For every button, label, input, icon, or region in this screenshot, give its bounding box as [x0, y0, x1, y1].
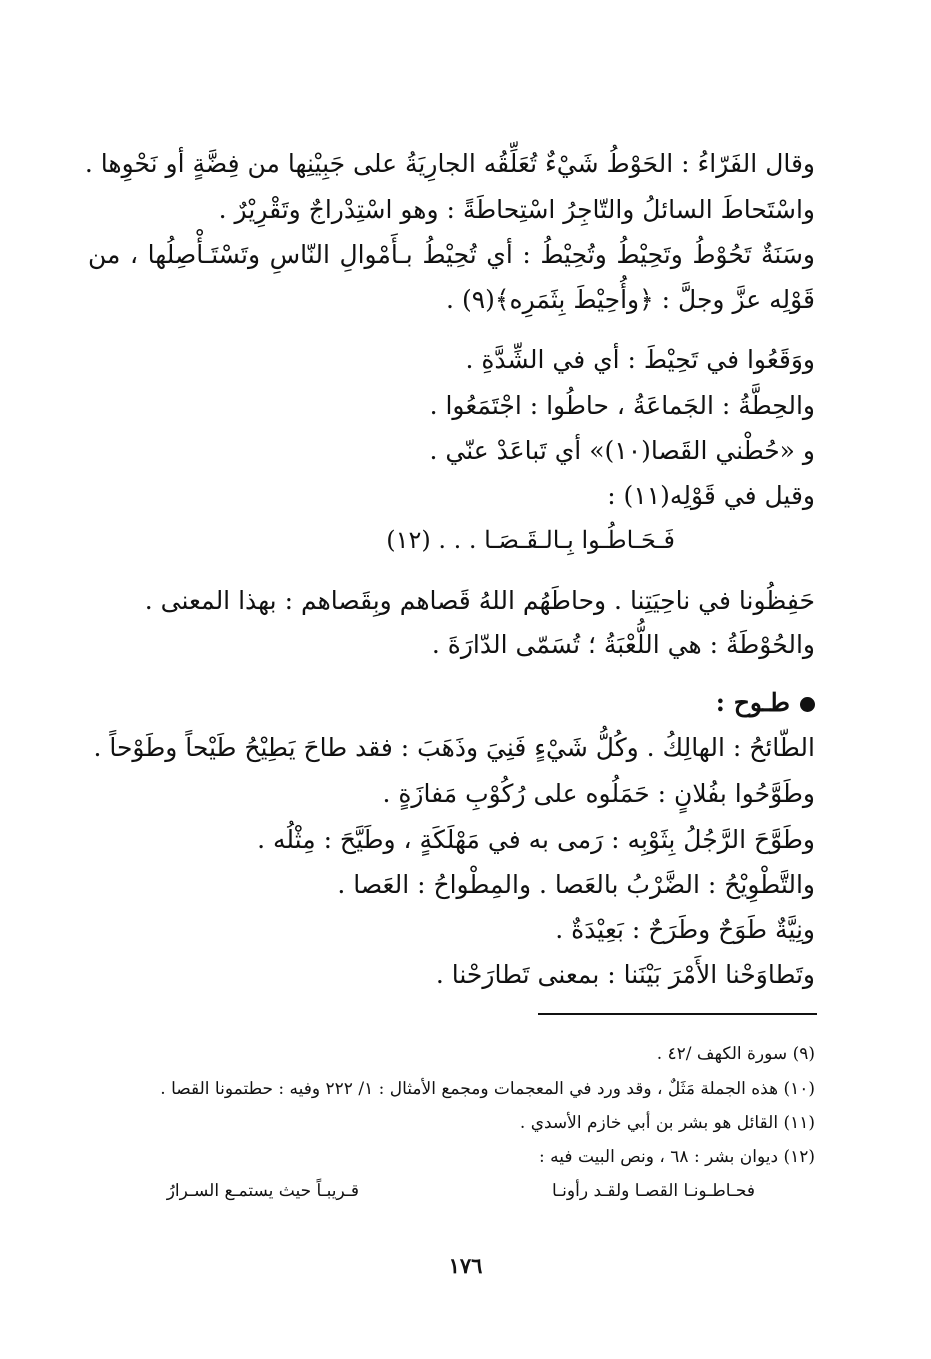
footnote-divider — [538, 1013, 817, 1015]
body-line: ووَقَعُوا في تَحِيْطَ : أي في الشِّدَّةِ . — [465, 345, 815, 374]
body-line: والحُوْطَةُ : هي اللُّعْبَةُ ؛ تُسَمّى الدّارَةَ . — [431, 630, 815, 659]
section-heading-text: طـوح : — [715, 688, 790, 717]
body-line: وسَنَةٌ تَحُوْطُ وتَحِيْطُ وتُحِيْطُ : أي تُحِيْطُ بـأَمْوالِ النّاسِ وتَسْتَـأْصِلُها ، من — [88, 240, 815, 269]
footnote: (١١) القائل هو بشر بن أبي خازم الأسدي . — [519, 1113, 815, 1133]
body-line: قَوْلِه عزَّ وجلَّ : ﴿وأُحِيْطَ بِثَمَرِه﴾(٩) . — [446, 285, 815, 314]
footnote: (١٠) هذه الجملة مَثَلٌ ، وقد ورد في المعجمات ومجمع الأمثال : ١/ ٢٢٢ وفيه : حطتمونا القصا . — [160, 1079, 815, 1099]
body-line: وقال الفَرّاءُ : الحَوْطُ شَيْءٌ تُعَلِّقُه الجارِيَةُ على جَبِيْنِها من فِضَّةٍ أو نَحْوِها . — [84, 149, 815, 178]
page-number: ١٧٦ — [448, 1253, 483, 1278]
bullet-icon — [800, 697, 815, 712]
verse-line: فَـحَـاطُـوا بِـالـقَـصَـا . . . (١٢) — [386, 526, 675, 554]
footnote: (١٢) ديوان بشر : ٦٨ ، ونص البيت فيه : — [539, 1147, 815, 1167]
section-heading — [716, 686, 815, 720]
body-line: ونِيَّةٌ طَوَحٌ وطَرَحٌ : بَعِيْدَةٌ . — [555, 915, 815, 944]
body-line: حَفِظُونا في ناحِيَتِنا . وحاطَهُم اللهُ قَصاهم وبِقَصاهم : بهذا المعنى . — [144, 586, 815, 615]
body-line: وطَوَّحُوا بفُلانٍ : حَمَلُوه على رُكُوْبِ مَفازَةٍ . — [382, 779, 815, 808]
body-line: وطَوَّحَ الرَّجُلُ بِثَوْبِه : رَمى به في مَهْلَكَةٍ ، وطَيَّحَ : مِثْلُه . — [257, 825, 815, 854]
body-line: والتَّطْوِيْحُ : الضَّرْبُ بالعَصا . والمِطْواحُ : العَصا . — [337, 870, 815, 899]
body-line: وقيل في قَوْلِه(١١) : — [607, 481, 815, 510]
footnote-verse-second-hemistich: قـريبـاً حيث يستمـع السـرارُ — [166, 1181, 359, 1201]
body-line: الطّائحُ : الهالِكُ . وكُلُّ شَيْءٍ فَنِيَ وذَهَبَ : فقد طاحَ يَطِيْحُ طَيْحاً وطَوْحاً . — [93, 733, 815, 762]
body-line: وتَطاوَحْنا الأَمْرَ بَيْنَنا : بمعنى تَطارَحْنا . — [435, 960, 815, 989]
footnote: (٩) سورة الكهف /٤٢ . — [656, 1044, 815, 1064]
body-line: و «حُطْني القَصا(١٠)» أي تَباعَدْ عنّي . — [429, 436, 815, 465]
body-line: واسْتَحاطَ السائلُ والتّاجِرُ اسْتِحاطَةً : وهو اسْتِدْراجٌ وتَقْرِيْرٌ . — [218, 195, 815, 224]
body-line: والحِطَّةُ : الجَماعَةُ ، حاطُوا : اجْتَمَعُوا . — [429, 391, 815, 420]
footnote-verse-first-hemistich: فحـاطـونـا القصـا ولقـد رأونـا — [552, 1181, 755, 1201]
